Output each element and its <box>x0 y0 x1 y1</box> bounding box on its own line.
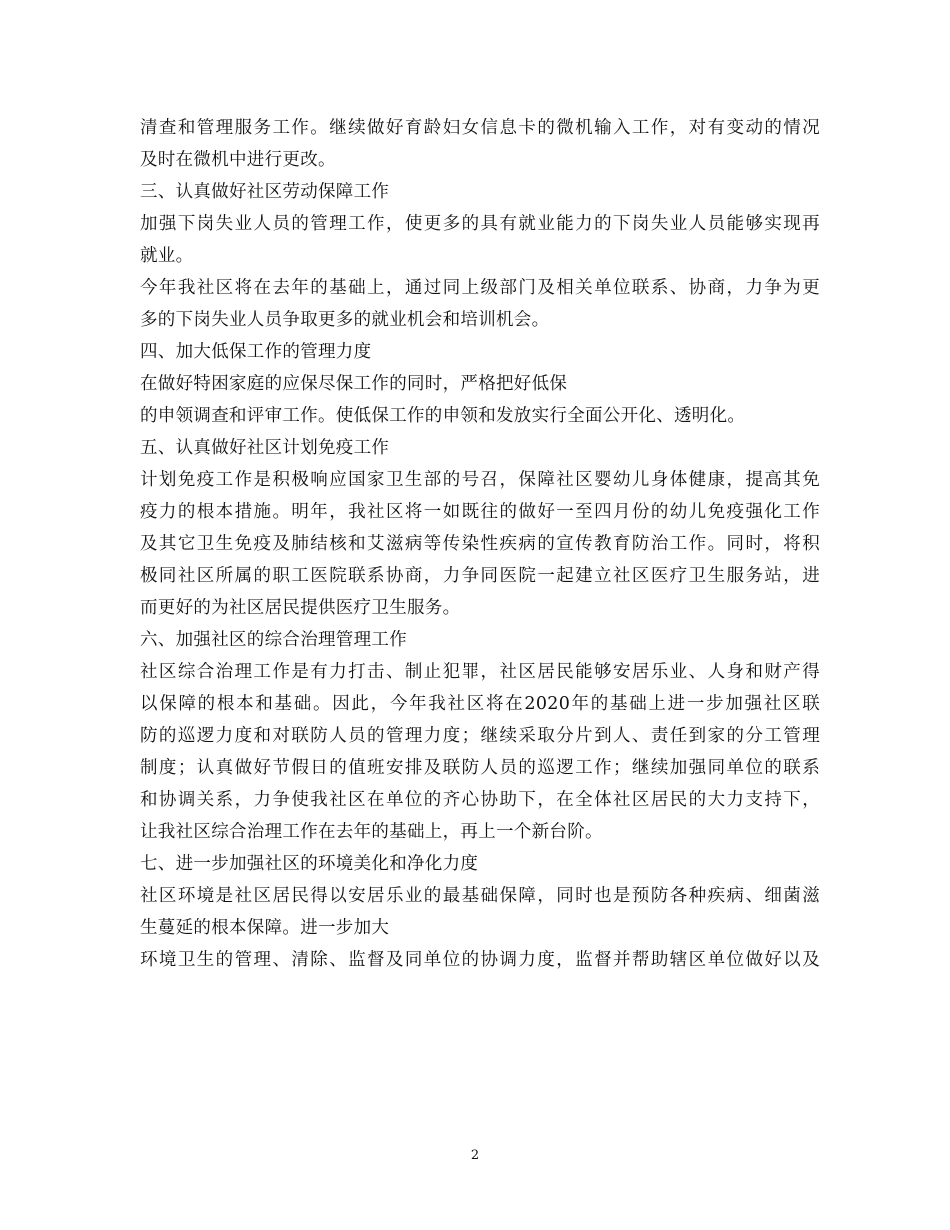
text-line: 极同社区所属的职工医院联系协商，力争同医院一起建立社区医疗卫生服务站，进 <box>140 566 820 586</box>
text-line: 的申领调查和评审工作。使低保工作的申领和发放实行全面公开化、透明化。 <box>140 406 746 426</box>
text-line: 五、认真做好社区计划免疫工作 <box>140 438 390 458</box>
text-line: 环境卫生的管理、清除、监督及同单位的协调力度，监督并帮助辖区单位做好以及 <box>140 950 820 970</box>
text-line: 多的下岗失业人员争取更多的就业机会和培训机会。 <box>140 310 550 330</box>
text-line: 就业。 <box>140 246 194 266</box>
document-body <box>140 112 820 976</box>
page-number: 2 <box>470 1148 480 1163</box>
text-line: 让我社区综合治理工作在去年的基础上，再上一个新台阶。 <box>140 822 603 842</box>
text-line: 及其它卫生免疫及肺结核和艾滋病等传染性疾病的宣传教育防治工作。同时，将积 <box>140 534 820 554</box>
text-line: 制度；认真做好节假日的值班安排及联防人员的巡逻工作；继续加强同单位的联系 <box>140 758 820 778</box>
text-line: 加强下岗失业人员的管理工作，使更多的具有就业能力的下岗失业人员能够实现再 <box>140 214 820 234</box>
text-line: 清查和管理服务工作。继续做好育龄妇女信息卡的微机输入工作，对有变动的情况 <box>140 118 820 138</box>
text-line: 疫力的根本措施。明年，我社区将一如既往的做好一至四月份的幼儿免疫强化工作 <box>140 502 820 522</box>
text-line: 生蔓延的根本保障。进一步加大 <box>140 918 390 938</box>
text-line: 七、进一步加强社区的环境美化和净化力度 <box>140 854 479 874</box>
text-line: 在做好特困家庭的应保尽保工作的同时，严格把好低保 <box>140 374 568 394</box>
text-line: 六、加强社区的综合治理管理工作 <box>140 630 407 650</box>
text-line: 计划免疫工作是积极响应国家卫生部的号召，保障社区婴幼儿身体健康，提高其免 <box>140 470 820 490</box>
text-line: 今年我社区将在去年的基础上，通过同上级部门及相关单位联系、协商，力争为更 <box>140 278 820 298</box>
text-line: 社区综合治理工作是有力打击、制止犯罪，社区居民能够安居乐业、人身和财产得 <box>140 662 820 682</box>
text-line: 及时在微机中进行更改。 <box>140 150 336 170</box>
text-line: 而更好的为社区居民提供医疗卫生服务。 <box>140 598 461 618</box>
text-line: 防的巡逻力度和对联防人员的管理力度；继续采取分片到人、责任到家的分工管理 <box>140 726 820 746</box>
text-line: 三、认真做好社区劳动保障工作 <box>140 182 390 202</box>
text-line: 社区环境是社区居民得以安居乐业的最基础保障，同时也是预防各种疾病、细菌滋 <box>140 886 820 906</box>
text-line: 和协调关系，力争使我社区在单位的齐心协助下，在全体社区居民的大力支持下， <box>140 790 820 810</box>
text-line: 以保障的根本和基础。因此，今年我社区将在2020年的基础上进一步加强社区联 <box>140 694 820 714</box>
text-line: 四、加大低保工作的管理力度 <box>140 342 372 362</box>
